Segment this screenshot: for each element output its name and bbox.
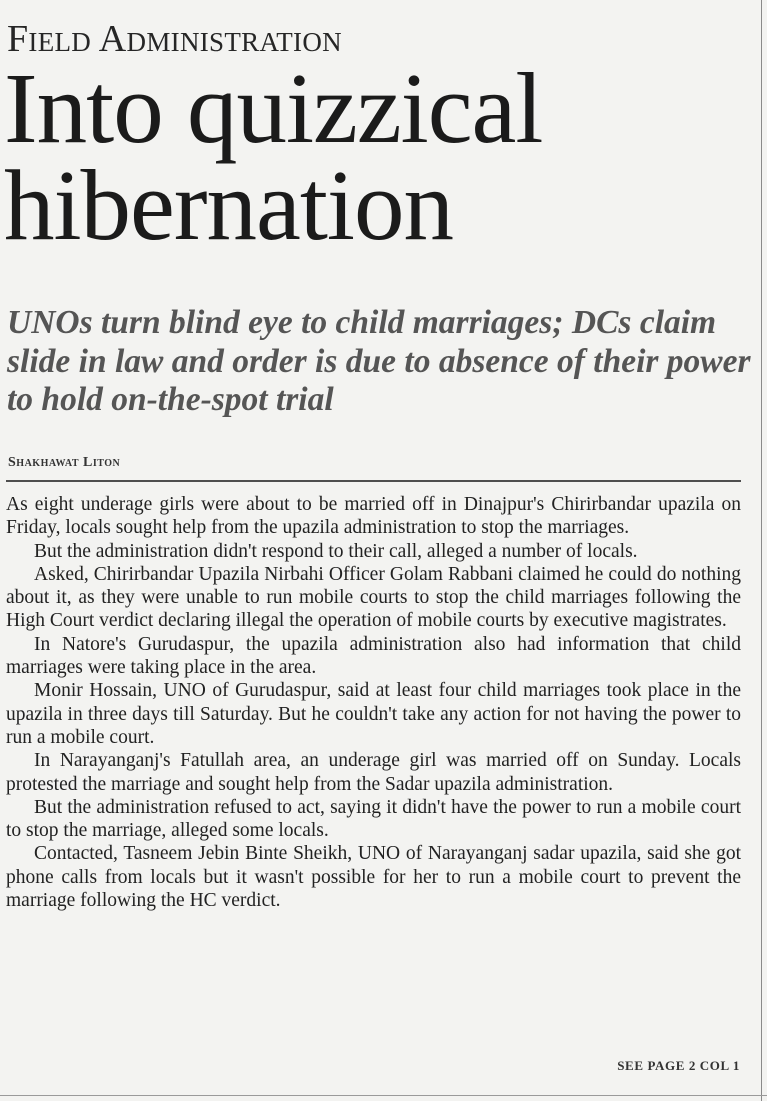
article-paragraph: Contacted, Tasneem Jebin Binte Sheikh, UNO of Narayanganj sadar upazila, said she got phone calls from locals but it wasn't possible for her to run a mobile court to prevent the marriage following the HC verdict. bbox=[6, 843, 741, 912]
page-bottom-rule bbox=[0, 1095, 767, 1096]
article-paragraph: As eight underage girls were about to be married off in Dinajpur's Chirirbandar upazila on Friday, locals sought help from the upazila administration to stop the marriages. bbox=[6, 494, 741, 539]
article-paragraph: Asked, Chirirbandar Upazila Nirbahi Officer Golam Rabbani claimed he could do nothing about it, as they were unable to run mobile courts to stop the child marriages following the High Court verdict declaring illegal the operation of mobile courts by executive magistrates. bbox=[6, 563, 741, 632]
article-paragraph: In Natore's Gurudaspur, the upazila administration also had information that child marriages were taking place in the area. bbox=[6, 633, 741, 679]
continuation-note: SEE PAGE 2 COL 1 bbox=[617, 1058, 740, 1073]
article-subheadline: UNOs turn blind eye to child marriages; DCs claim slide in law and order is due to absence of their power to hold on-the-spot trial bbox=[7, 304, 751, 419]
article-paragraph: Monir Hossain, UNO of Gurudaspur, said at least four child marriages took place in the upazila in three days till Saturday. But he couldn't take any action for not having the power to run a mobile court. bbox=[6, 680, 741, 748]
article-body bbox=[6, 493, 741, 912]
article-paragraph: But the administration didn't respond to their call, alleged a number of locals. bbox=[34, 540, 638, 562]
article-headline: Into quizzical hibernation bbox=[4, 52, 543, 261]
byline-divider bbox=[6, 480, 741, 482]
section-kicker: Field Administration bbox=[7, 18, 342, 60]
column-right-rule bbox=[761, 0, 762, 1101]
article-paragraph: In Narayanganj's Fatullah area, an underage girl was married off on Sunday. Locals protested the marriage and sought help from the Sadar upazila administration. bbox=[6, 750, 741, 795]
article-byline: Shakhawat Liton bbox=[8, 455, 121, 470]
article-paragraph: But the administration refused to act, saying it didn't have the power to run a mobile court to stop the marriage, alleged some locals. bbox=[6, 796, 741, 842]
